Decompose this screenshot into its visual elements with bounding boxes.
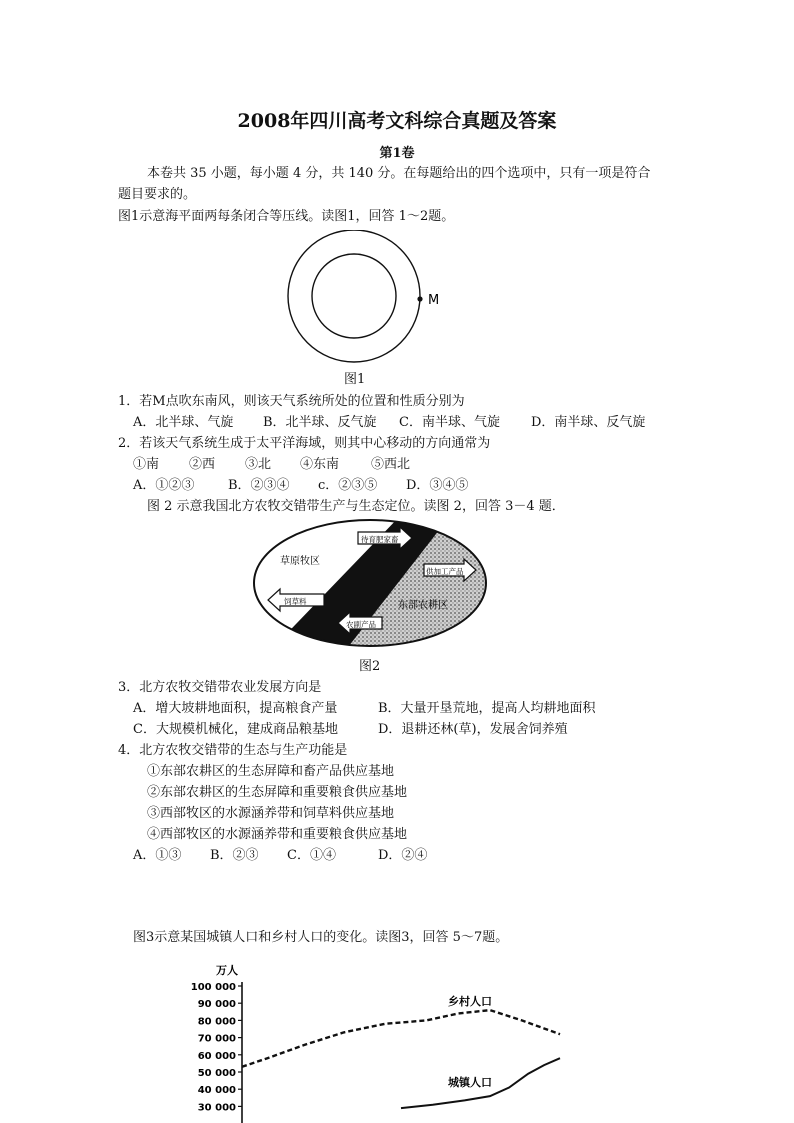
arrow-label-livestock: 待育肥家畜 — [361, 535, 399, 544]
q3-option-a: A．增大坡耕地面积，提高粮食产量 — [133, 701, 338, 716]
q4-item-1: ①东部农耕区的生态屏障和畜产品供应基地 — [147, 764, 395, 779]
q2-option-b: B．②③④ — [228, 478, 290, 493]
arrow-label-forage: 饲草料 — [284, 597, 307, 606]
inner-isobar — [312, 254, 396, 338]
fig1-intro: 图1示意海平面两每条闭合等压线。读图1，回答 1～2题。 — [118, 209, 455, 224]
q3-option-d: D．退耕还林(草)，发展舍饲养殖 — [378, 722, 568, 737]
q4-item-2: ②东部农耕区的生态屏障和重要粮食供应基地 — [147, 785, 408, 800]
q2-option-c: c．②③⑤ — [318, 478, 378, 493]
fig3-intro: 图3示意某国城镇人口和乡村人口的变化。读图3，回答 5～7题。 — [133, 930, 509, 945]
y-tick-label: 40 000 — [197, 1085, 236, 1097]
arrow-label-food: 农副产品 — [346, 620, 376, 629]
y-tick-label: 80 000 — [197, 1016, 236, 1028]
q1-option-b: B．北半球、反气旋 — [263, 415, 377, 430]
fig1-isobar-diagram — [280, 230, 480, 370]
q2-stem: 2．若该天气系统生成于太平洋海域，则其中心移动的方向通常为 — [118, 436, 491, 451]
q3-option-c: C．大规模机械化，建成商品粮基地 — [133, 722, 338, 737]
label-farmland: 东部农耕区 — [398, 600, 448, 611]
fig2-intro: 图 2 示意我国北方农牧交错带生产与生态定位。读图 2，回答 3－4 题． — [147, 499, 565, 514]
fig3-y-axis-label: 万人 — [216, 964, 238, 977]
y-tick-label: 30 000 — [197, 1102, 236, 1114]
point-m — [417, 296, 422, 301]
q4-item-4: ④西部牧区的水源涵养带和重要粮食供应基地 — [147, 827, 408, 842]
q1-option-c: C．南半球、气旋 — [399, 415, 500, 430]
q2-item-3: ③北 — [245, 457, 272, 472]
intro-line-2: 题目要求的。 — [118, 187, 197, 202]
q1-option-a: A．北半球、气旋 — [133, 415, 234, 430]
series-line-rural — [242, 1010, 560, 1067]
q2-option-d: D．③④⑤ — [406, 478, 469, 493]
fig3-population-chart — [190, 958, 580, 1123]
q1-option-d: D．南半球、反气旋 — [531, 415, 646, 430]
fig1-label-m: M — [428, 293, 440, 308]
q2-item-2: ②西 — [189, 457, 216, 472]
outer-isobar — [288, 230, 420, 362]
q4-item-3: ③西部牧区的水源涵养带和饲草料供应基地 — [147, 806, 395, 821]
y-tick-label: 70 000 — [197, 1033, 236, 1045]
q1-stem: 1．若M点吹东南风，则该天气系统所处的位置和性质分别为 — [118, 394, 465, 409]
page-title: 2008年四川高考文科综合真题及答案 — [237, 110, 557, 132]
intro-line-1: 本卷共 35 小题，每小题 4 分，共 140 分。在每题给出的四个选项中，只有一项是符合 — [147, 166, 651, 181]
series-label-rural: 乡村人口 — [448, 995, 492, 1008]
q4-option-c: C．①④ — [287, 848, 336, 863]
q2-option-a: A．①②③ — [133, 478, 195, 493]
q4-option-d: D．②④ — [378, 848, 428, 863]
y-tick-label: 60 000 — [197, 1050, 236, 1062]
fig2-farming-pastoral-diagram — [250, 516, 490, 651]
y-tick-label: 50 000 — [197, 1068, 236, 1079]
q2-item-5: ⑤西北 — [371, 457, 411, 472]
q3-stem: 3．北方农牧交错带农业发展方向是 — [118, 680, 322, 695]
series-label-urban: 城镇人口 — [448, 1076, 492, 1089]
q4-option-b: B．②③ — [210, 848, 259, 863]
arrow-label-processing: 供加工产品 — [426, 567, 464, 576]
y-tick-label: 90 000 — [197, 999, 236, 1011]
section-heading: 第1卷 — [379, 146, 415, 161]
q3-option-b: B．大量开垦荒地，提高人均耕地面积 — [378, 701, 596, 716]
q4-option-a: A．①③ — [133, 848, 182, 863]
q4-stem: 4．北方农牧交错带的生态与生产功能是 — [118, 743, 348, 758]
fig2-caption: 图2 — [359, 659, 381, 674]
label-grassland: 草原牧区 — [280, 556, 320, 567]
fig1-caption: 图1 — [344, 372, 366, 387]
q2-item-4: ④东南 — [300, 457, 340, 472]
y-tick-label: 100 000 — [190, 982, 236, 993]
q2-item-1: ①南 — [133, 457, 160, 472]
